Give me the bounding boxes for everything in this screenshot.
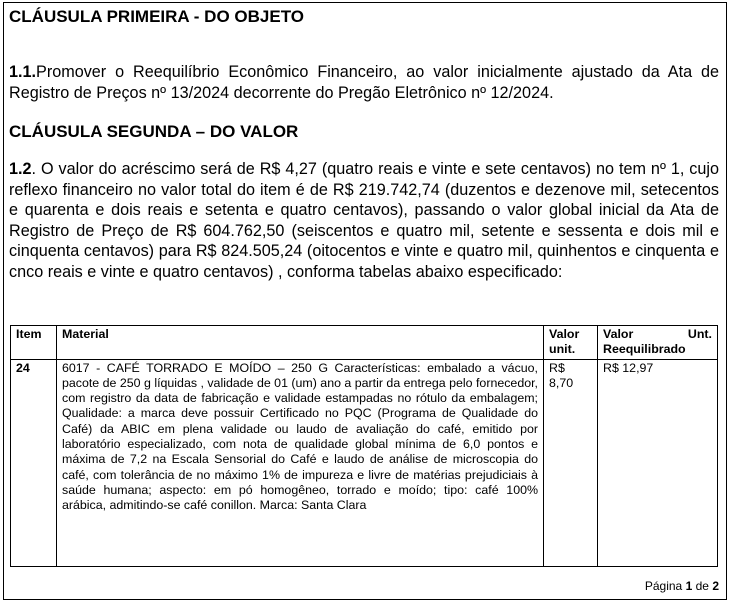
header-unit-value: Valor unit. (544, 326, 598, 360)
page-of: de (695, 579, 709, 593)
clause1-text: Promover o Reequilíbrio Econômico Financeiro, ao valor inicialmente ajustado da Ata de Registro de Preços nº 13/2024 decorrente do Pregão Eletrônico nº 12/2024. (9, 63, 719, 102)
row-rebalanced-value: R$ 12,97 (598, 359, 718, 566)
row-unit-value: R$ 8,70 (544, 359, 598, 566)
page-total: 2 (712, 579, 719, 593)
row-material: 6017 - CAFÉ TORRADO E MOÍDO – 250 G Características: embalado a vácuo, pacote de 250 g líquidas , validade de 01 (um) ano a partir da entrega pelo fornecedor, com registro da data de fabricação e validade estampadas no rótulo da embalagem; Qualidade: a marca deve possuir Certificado no PQC (Programa de Qualidade do Café) da ABIC em plena validade ou laudo de avaliação do café, emitido por laboratório especializado, com nota de qualidade global mínima de 6,0 pontos e máxima de 7,2 na Escala Sensorial do Café e laudo de análise de microscopia do café, com tolerância de no máximo 1% de impureza e livre de matérias prejudiciais à saúde humana; aspecto: em pó homogêneo, torrado e moído; tipo: café 100% arábica, admitindo-se café conillon. Marca: Santa Clara (57, 359, 544, 566)
header-rebalanced-value (598, 326, 718, 360)
clause2-text: . O valor do acréscimo será de R$ 4,27 (quatro reais e vinte e sete centavos) no tem nº 1, cujo reflexo financeiro no valor total do item é de R$ 219.742,74 (duzentos e dezenove mil, setecentos e quarenta e dois reais e setenta e quatro centavos), passando o valor global inicial da Ata de Registro de Preço de R$ 604.762,50 (seiscentos e quatro mil, setente e sessenta e dois mil e cinquenta centavos) para R$ 824.505,24 (oitocentos e vinte e quatro mil, quinhentos e cinquenta e cnco reais e vinte e quatro centavos) , conforma tabelas abaixo especificado: (9, 160, 719, 281)
clause2-number: 1.2 (9, 160, 32, 178)
table-header-row (11, 326, 718, 360)
clause2-heading: CLÁUSULA SEGUNDA – DO VALOR (9, 122, 299, 141)
header-rebalanced-a: Valor (603, 327, 634, 341)
page-number (645, 579, 719, 593)
header-rebalanced-c: Reequilibrado (603, 342, 686, 357)
row-item: 24 (11, 359, 57, 566)
header-rebalanced-b: Unt. (687, 327, 712, 341)
table-row (11, 359, 718, 566)
clause1-number: 1.1. (9, 63, 37, 81)
page-current: 1 (685, 579, 693, 593)
page-label: Página (644, 579, 683, 593)
header-item: Item (11, 326, 57, 360)
clause2-paragraph (9, 159, 719, 282)
header-material: Material (57, 326, 544, 360)
clause1-heading: CLÁUSULA PRIMEIRA - DO OBJETO (9, 7, 304, 26)
price-table (10, 325, 718, 567)
clause1-paragraph (9, 62, 719, 103)
